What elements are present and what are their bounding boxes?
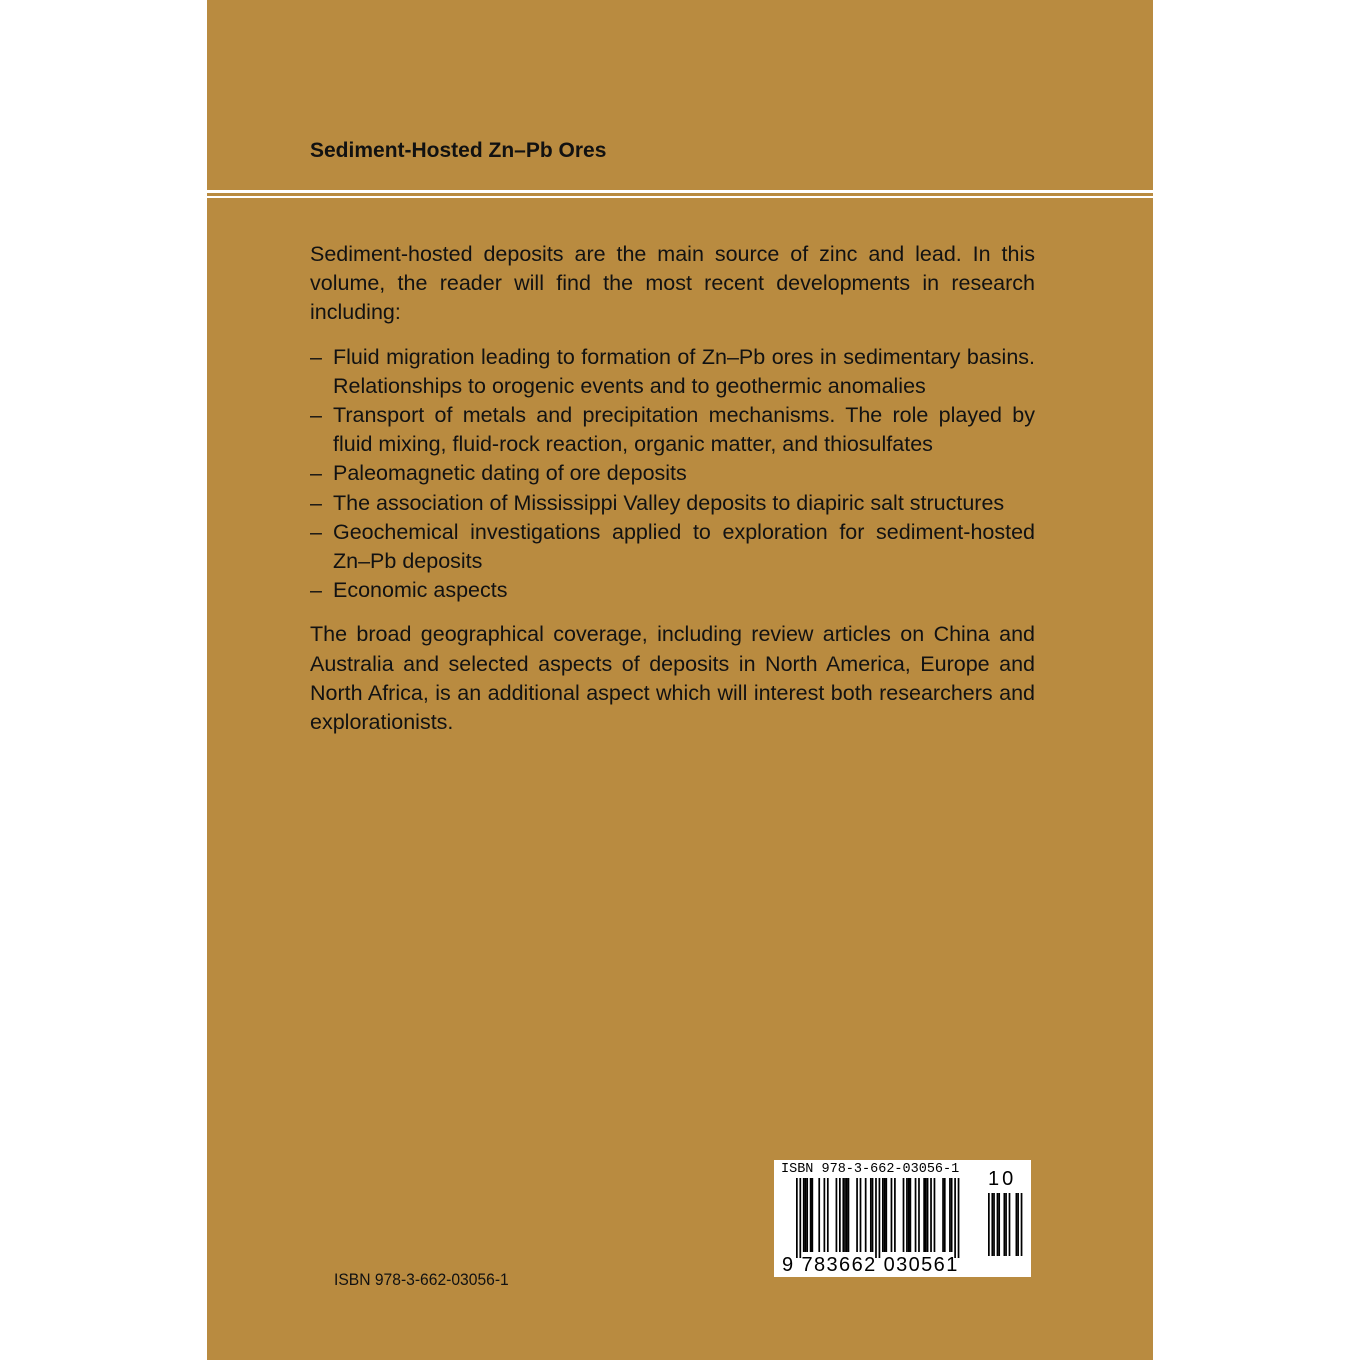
list-dash: –: [310, 490, 322, 515]
barcode-bar: [903, 1178, 905, 1252]
list-dash: –: [310, 578, 322, 603]
barcode-bar: [908, 1178, 910, 1252]
barcode-bar: [875, 1178, 877, 1258]
closing-paragraph: The broad geographical coverage, including review articles on China and Australia and selected aspects of deposits in North America, Europe and North Africa, is an additional aspect which will interest both researchers and explorationists.: [310, 622, 1035, 735]
topic-item: [310, 518, 1035, 576]
barcode-bar: [906, 1178, 908, 1252]
barcode-bar: [884, 1178, 886, 1252]
barcode-bar: [872, 1178, 874, 1252]
barcode-bar: [879, 1178, 881, 1258]
topic-list: [310, 343, 1035, 606]
barcode-bar: [923, 1178, 925, 1252]
topic-item: [310, 343, 1035, 401]
topic-text: Economic aspects: [333, 578, 508, 603]
addon-bar: [998, 1193, 1000, 1256]
barcode-bar: [954, 1178, 956, 1258]
barcode-addon-digits: 10: [988, 1168, 1017, 1190]
topic-text: Fluid migration leading to formation of Zn–Pb ores in sedimentary basins. Relationships to orogenic events and to geothermic anomalies: [333, 344, 1035, 398]
barcode-bar: [865, 1178, 867, 1252]
addon-bar: [993, 1193, 995, 1256]
blurb: [310, 240, 1035, 737]
barcode-bar: [870, 1178, 872, 1252]
addon-bar: [1005, 1193, 1007, 1256]
addon-bar: [997, 1193, 999, 1256]
barcode-bar: [860, 1178, 862, 1252]
list-dash: –: [310, 344, 322, 369]
barcode-bar: [848, 1178, 850, 1252]
intro-paragraph: Sediment-hosted deposits are the main source of zinc and lead. In this volume, the reader will find the most recent developments in research including:: [310, 242, 1035, 325]
barcode-bar: [910, 1178, 912, 1252]
topic-item: [310, 401, 1035, 459]
barcode-bar: [810, 1178, 812, 1252]
header-rule-bottom: [207, 196, 1153, 198]
barcode-bar: [934, 1178, 936, 1252]
barcode-digits: 9 783662 030561: [782, 1254, 959, 1276]
barcode-bar: [827, 1178, 829, 1252]
addon-bar: [988, 1193, 990, 1256]
barcode-bar: [944, 1178, 946, 1252]
addon-bar: [1017, 1193, 1019, 1256]
barcode-bar: [942, 1178, 944, 1252]
addon-bar: [1021, 1193, 1023, 1256]
barcode-bar: [803, 1178, 805, 1252]
barcode-bar: [839, 1178, 841, 1252]
barcode-bar: [882, 1178, 884, 1252]
book-back-cover: [207, 0, 1153, 1360]
header-rule-top: [207, 190, 1153, 193]
barcode-bar: [806, 1178, 808, 1252]
list-dash: –: [310, 461, 322, 486]
barcode-bar: [836, 1178, 838, 1252]
topic-text: Transport of metals and precipitation mechanisms. The role played by fluid mixing, fluid-rock reaction, organic matter, and thiosulfates: [333, 403, 1035, 457]
barcode-bar: [930, 1178, 932, 1252]
barcode-bar: [799, 1178, 801, 1258]
isbn-barcode: [774, 1160, 1031, 1277]
barcode-bar: [958, 1178, 960, 1258]
barcode-bar: [894, 1178, 896, 1252]
topic-item: [310, 576, 1035, 605]
addon-bar: [1009, 1193, 1011, 1256]
barcode-bar: [891, 1178, 893, 1252]
addon-bar: [991, 1193, 993, 1256]
barcode-bar: [927, 1178, 929, 1252]
topic-text: Paleomagnetic dating of ore deposits: [333, 461, 687, 486]
barcode-bar: [805, 1178, 807, 1252]
isbn-text: ISBN 978-3-662-03056-1: [334, 1270, 509, 1289]
topic-item: [310, 459, 1035, 488]
barcode-bar: [846, 1178, 848, 1252]
barcode-bar: [856, 1178, 858, 1252]
barcode-bar: [925, 1178, 927, 1252]
addon-bar: [1016, 1193, 1018, 1256]
barcode-bar: [844, 1178, 846, 1252]
barcode-isbn-label: ISBN 978-3-662-03056-1: [781, 1162, 960, 1177]
topic-item: [310, 489, 1035, 518]
barcode-bar: [842, 1178, 844, 1252]
barcode-bar: [949, 1178, 951, 1252]
barcode-bar: [824, 1178, 826, 1252]
barcode-bar: [885, 1178, 887, 1252]
barcode-bar: [818, 1178, 820, 1252]
topic-text: Geochemical investigations applied to exploration for sediment-hosted Zn–Pb deposits: [333, 519, 1035, 574]
topic-text: The association of Mississippi Valley deposits to diapiric salt structures: [333, 490, 1005, 515]
barcode-bar: [951, 1178, 953, 1252]
series-title: Sediment-Hosted Zn–Pb Ores: [310, 139, 607, 162]
list-dash: –: [310, 519, 322, 544]
addon-bar: [1003, 1193, 1005, 1256]
barcode-bar: [811, 1178, 813, 1252]
barcode-bar: [918, 1178, 920, 1252]
list-dash: –: [310, 403, 322, 428]
barcode-bar: [796, 1178, 798, 1258]
barcode-bar: [915, 1178, 917, 1252]
